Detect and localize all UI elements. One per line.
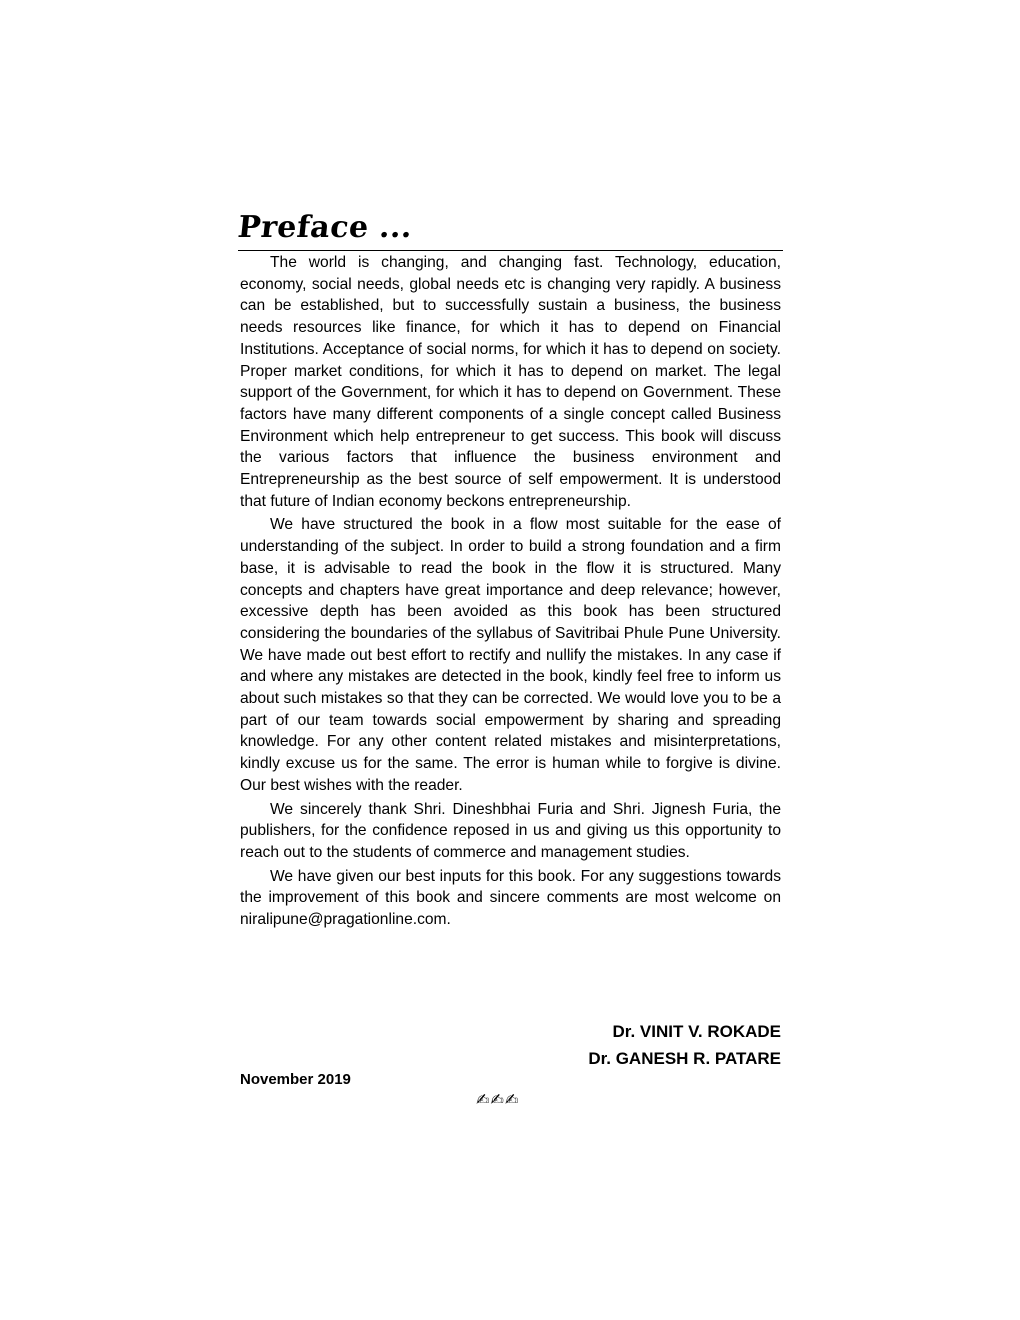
- author-name-1: Dr. VINIT V. ROKADE: [612, 1022, 781, 1041]
- author-signatures: [588, 1018, 781, 1072]
- paragraph-2: We have structured the book in a flow most suitable for the ease of understanding of the subject. In order to build a strong foundation and a firm base, it is advisable to read the book in the flow it is structured. Many concepts and chapters have great importance and deep relevance; however, excessive depth has been avoided as this book has been structured considering the boundaries of the syllabus of Savitribai Phule Pune University. We have made out best effort to rectify and nullify the mistakes. In any case if and where any mistakes are detected in the book, kindly feel free to inform us about such mistakes so that they can be corrected. We would love you to be a part of our team towards social empowerment by sharing and spreading knowledge. For any other content related mistakes and misinterpretations, kindly excuse us for the same. The error is human while to forgive is divine. Our best wishes with the reader.: [240, 516, 781, 794]
- paragraph-4: We have given our best inputs for this book. For any suggestions towards the improvement of this book and sincere comments are most welcome on niralipune@pragationline.com.: [240, 867, 781, 929]
- writing-hand-ornament-icon: ✍✍✍: [476, 1090, 520, 1109]
- preface-body: [240, 252, 781, 931]
- paragraph-3: We sincerely thank Shri. Dineshbhai Furia and Shri. Jignesh Furia, the publishers, for the confidence reposed in us and giving us this opportunity to reach out to the students of commerce and management studies.: [240, 800, 781, 861]
- author-name-2: Dr. GANESH R. PATARE: [588, 1049, 781, 1068]
- paragraph-1: The world is changing, and changing fast. Technology, education, economy, social needs, global needs etc is changing very rapidly. A business can be established, but to successfully sustain a business, the business needs resources like finance, for which it has to depend on Financial Institutions. Acceptance of social norms, for which it has to depend on society. Proper market conditions, for which it has to depend on market. The legal support of the Government, for which it has to depend on Government. These factors have many different components of a single concept called Business Environment which help entrepreneur to get success. This book will discuss the various factors that influence the business environment and Entrepreneurship as the best source of self empowerment. It is understood that future of Indian economy beckons entrepreneurship.: [240, 254, 781, 510]
- preface-heading: [238, 208, 783, 251]
- preface-date: November 2019: [240, 1071, 351, 1088]
- page-title: Preface ...: [236, 210, 415, 245]
